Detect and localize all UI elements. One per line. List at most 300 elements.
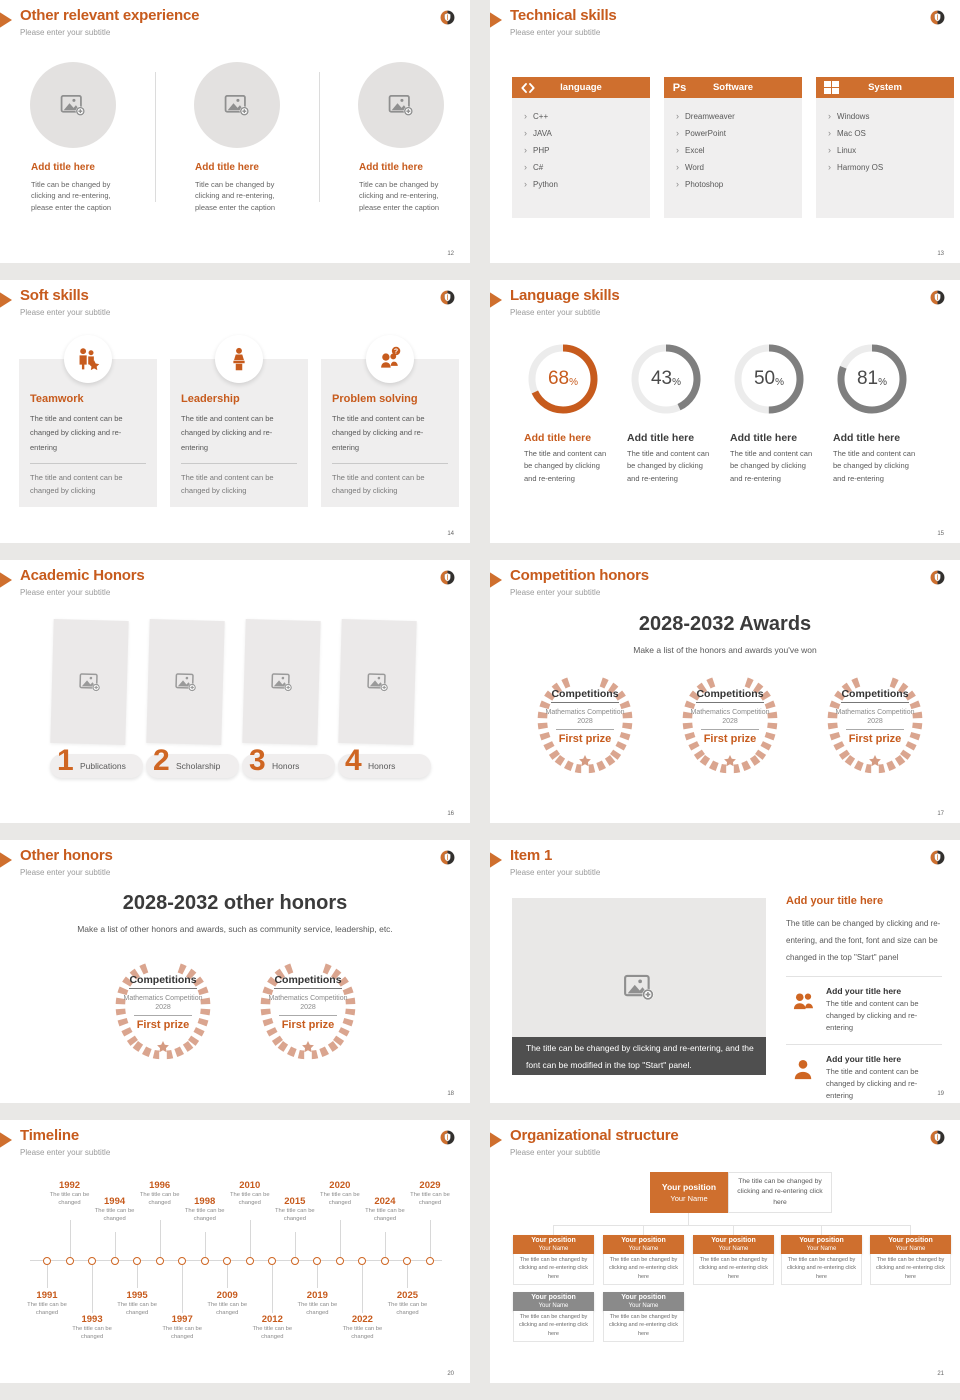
timeline-stem — [385, 1232, 386, 1257]
item-title: Add title here — [195, 162, 259, 173]
skill-item: › Photoshop — [676, 176, 798, 193]
person-icon — [790, 1057, 816, 1083]
timeline-stem — [272, 1265, 273, 1313]
card-footer: The title and content can be changed by clicking — [30, 472, 123, 495]
slide-thumbnail-13[interactable] — [490, 0, 960, 263]
skill-item: › PowerPoint — [676, 125, 798, 142]
image-placeholder — [50, 619, 128, 745]
timeline-year: 1996 — [149, 1180, 171, 1191]
language-skill-item — [720, 340, 824, 485]
page-number: 18 — [447, 1091, 454, 1097]
award-year: 2028 — [867, 717, 883, 725]
skill-item: › Harmony OS — [828, 159, 950, 176]
awards-subheading: Make a list of the honors and awards you've won — [633, 645, 817, 655]
award-year: 2028 — [722, 717, 738, 725]
image-placeholder — [242, 619, 320, 745]
page-number: 13 — [937, 251, 944, 257]
timeline-entry-caption: The title can be changed — [252, 1326, 293, 1340]
award-year: 2028 — [155, 1003, 171, 1011]
image-placeholder-icon — [622, 970, 656, 1004]
card-title: Teamwork — [30, 393, 84, 405]
award-category: Competitions — [274, 974, 341, 989]
slide-subtitle: Please enter your subtitle — [20, 28, 111, 37]
timeline-stem — [295, 1232, 296, 1257]
timeline-stem — [182, 1265, 183, 1313]
slide-subtitle: Please enter your subtitle — [510, 868, 601, 877]
page-number: 16 — [447, 811, 454, 817]
title-arrow-icon — [0, 288, 12, 312]
soft-skill-card — [321, 359, 459, 507]
university-logo-icon — [440, 290, 455, 305]
column-divider — [155, 72, 156, 202]
timeline-entry-caption: The title can be changed — [365, 1208, 405, 1222]
university-logo-icon — [930, 1130, 945, 1145]
image-placeholder — [512, 898, 766, 1075]
org-note: The title can be changed by clicking and re-entering click here — [513, 1311, 594, 1342]
timeline-year: 1995 — [126, 1290, 148, 1301]
timeline-stem — [250, 1220, 251, 1257]
problem-solving-icon — [366, 335, 414, 383]
timeline-year: 1994 — [104, 1196, 126, 1207]
card-body: The title and content can be changed by clicking and re-entering — [30, 414, 123, 452]
timeline-node — [66, 1257, 74, 1265]
skill-item: › Word — [676, 159, 798, 176]
awards-heading: 2028-2032 other honors — [122, 892, 348, 914]
timeline-year: 1997 — [171, 1314, 193, 1325]
award-event: Mathematics Competition — [268, 995, 348, 1002]
award-prize: First prize — [281, 1018, 335, 1031]
org-name: Your Name — [628, 1303, 659, 1309]
timeline-node — [111, 1257, 119, 1265]
org-note: The title can be changed by clicking and re-entering click here — [693, 1254, 774, 1285]
slide-thumbnail-12[interactable] — [0, 0, 470, 263]
org-box — [693, 1235, 774, 1285]
page-number: 19 — [937, 1091, 944, 1097]
slide-subtitle: Please enter your subtitle — [20, 588, 111, 597]
image-placeholder-icon — [173, 670, 198, 695]
experience-item — [177, 62, 307, 213]
skill-column-software — [664, 77, 802, 218]
page-number: 15 — [937, 531, 944, 537]
timeline-entry-caption: The title can be changed — [72, 1326, 112, 1340]
org-name: Your Name — [628, 1246, 659, 1252]
slide-title: Soft skills — [20, 287, 89, 304]
slide-thumbnail-14[interactable] — [0, 280, 470, 543]
timeline-entry — [294, 1290, 340, 1318]
timeline-year: 2015 — [284, 1196, 306, 1207]
timeline-entry — [339, 1314, 385, 1342]
title-arrow-icon — [490, 1128, 502, 1152]
slide-subtitle: Please enter your subtitle — [510, 28, 601, 37]
timeline-node — [223, 1257, 231, 1265]
org-box — [603, 1235, 684, 1285]
slide-title: Competition honors — [510, 567, 649, 584]
skill-item: › C++ — [524, 108, 646, 125]
slide-subtitle: Please enter your subtitle — [510, 1148, 601, 1157]
image-placeholder-icon — [269, 670, 294, 695]
timeline-entry-caption: The title can be changed — [387, 1302, 428, 1316]
slide-title: Timeline — [20, 1127, 79, 1144]
timeline-stem — [115, 1232, 116, 1257]
slide-subtitle: Please enter your subtitle — [20, 1148, 111, 1157]
column-header-label: Software — [712, 82, 754, 93]
skill-item: › C# — [524, 159, 646, 176]
timeline-year: 1998 — [194, 1196, 216, 1207]
people-icon — [790, 989, 816, 1015]
slide-subtitle: Please enter your subtitle — [510, 308, 601, 317]
image-placeholder-icon — [77, 670, 102, 695]
language-skill-item — [823, 340, 927, 485]
skill-list — [512, 98, 650, 193]
university-logo-icon — [440, 570, 455, 585]
award-event: Mathematics Competition — [545, 709, 625, 716]
timeline-entry-caption: The title can be changed — [207, 1302, 248, 1316]
timeline-year: 2025 — [396, 1290, 419, 1301]
award-wreath — [101, 958, 225, 1062]
org-name: Your Name — [718, 1246, 749, 1252]
slide-title: Item 1 — [510, 847, 553, 864]
page-number: 14 — [447, 531, 454, 537]
award-prize: First prize — [703, 732, 757, 745]
image-placeholder — [338, 619, 416, 745]
slide-thumbnail-16[interactable] — [0, 560, 470, 823]
org-name: Your Name — [538, 1246, 569, 1252]
org-name: Your Name — [670, 1194, 708, 1203]
timeline-node — [381, 1257, 389, 1265]
timeline-node — [313, 1257, 321, 1265]
timeline-node — [268, 1257, 276, 1265]
awards-subheading: Make a list of other honors and awards, such as community service, leadership, etc. — [77, 924, 393, 934]
timeline-entry-caption: The title can be changed — [162, 1326, 202, 1340]
timeline-node — [246, 1257, 254, 1265]
panel-item-caption: The title and content can be changed by clicking and re-entering — [826, 1066, 919, 1101]
timeline-entry-caption: The title can be changed — [275, 1208, 315, 1222]
honor-number: 3 — [249, 744, 266, 777]
timeline-node — [291, 1257, 299, 1265]
org-note: The title can be changed by clicking and re-entering click here — [513, 1254, 594, 1285]
org-note: The title can be changed by clicking and re-entering click here — [603, 1311, 684, 1342]
org-position: Your position — [711, 1237, 756, 1244]
card-footer: The title and content can be changed by clicking — [332, 472, 425, 495]
org-name: Your Name — [806, 1246, 837, 1252]
award-category: Competitions — [841, 688, 908, 703]
honor-pill — [338, 744, 431, 778]
university-logo-icon — [440, 850, 455, 865]
timeline-entry — [114, 1290, 160, 1318]
page-number: 20 — [447, 1371, 454, 1377]
timeline-year: 1993 — [81, 1314, 103, 1325]
soft-skill-card — [19, 359, 157, 507]
timeline-entry — [137, 1180, 183, 1208]
side-panel — [786, 895, 942, 1103]
org-connector — [553, 1225, 910, 1226]
timeline-year: 1992 — [58, 1180, 81, 1191]
timeline-node — [133, 1257, 141, 1265]
card-title: Problem solving — [332, 393, 418, 405]
panel-divider — [786, 1044, 942, 1045]
slide-thumbnail-18[interactable] — [0, 840, 470, 1103]
award-wreath — [668, 672, 792, 776]
skill-item: › JAVA — [524, 125, 646, 142]
windows-icon — [823, 79, 840, 96]
language-skill-item — [514, 340, 618, 485]
org-box-gray — [513, 1292, 594, 1342]
timeline-entry — [227, 1180, 273, 1208]
org-connector — [688, 1213, 689, 1225]
image-placeholder-icon — [387, 91, 415, 119]
award-wreath — [246, 958, 370, 1062]
timeline-year: 2024 — [374, 1196, 396, 1207]
card-title: Leadership — [181, 393, 240, 405]
timeline-year: 2010 — [239, 1180, 261, 1191]
skill-item: › Linux — [828, 142, 950, 159]
honor-label: Honors — [368, 761, 396, 771]
timeline-entry-caption: The title can be changed — [94, 1208, 135, 1222]
timeline-year: 2022 — [351, 1314, 373, 1325]
timeline-entry-caption: The title can be changed — [27, 1302, 67, 1316]
timeline-stem — [340, 1220, 341, 1257]
org-position: Your position — [531, 1294, 576, 1301]
timeline-canvas — [0, 1120, 470, 1383]
org-connector — [553, 1225, 554, 1235]
skill-column-system — [816, 77, 954, 218]
slide-thumbnail-15[interactable] — [490, 280, 960, 543]
skill-item: › Windows — [828, 108, 950, 125]
title-arrow-icon — [490, 288, 502, 312]
title-arrow-icon — [0, 8, 12, 32]
university-logo-icon — [930, 10, 945, 25]
timeline-node — [178, 1257, 186, 1265]
timeline-entry — [182, 1196, 228, 1224]
honor-pill — [242, 744, 335, 778]
timeline-entry-caption: The title can be changed — [297, 1302, 338, 1316]
item-caption: The title and content can be changed by clicking and re-entering — [730, 449, 813, 483]
timeline-node — [88, 1257, 96, 1265]
skill-list — [816, 98, 954, 176]
page-number: 12 — [447, 251, 454, 257]
page-number: 17 — [937, 811, 944, 817]
timeline-stem — [227, 1265, 228, 1288]
org-note: The title can be changed by clicking and re-entering click here — [603, 1254, 684, 1285]
item-title: Add title here — [359, 162, 423, 173]
panel-item-caption: The title and content can be changed by clicking and re-entering — [826, 998, 919, 1033]
panel-title: Add your title here — [786, 895, 884, 907]
code-icon — [519, 79, 536, 96]
honor-pill — [50, 744, 143, 778]
donut-chart — [823, 340, 901, 418]
org-position: Your position — [621, 1237, 666, 1244]
org-box — [781, 1235, 862, 1285]
honor-number: 1 — [57, 744, 74, 777]
item-caption: Title can be changed by clicking and re-entering, please enter the caption — [195, 180, 276, 212]
university-logo-icon — [930, 570, 945, 585]
panel-item — [786, 1054, 942, 1103]
timeline-entry-caption: The title can be changed — [139, 1192, 180, 1206]
slide-title: Academic Honors — [20, 567, 145, 584]
image-placeholder — [194, 62, 280, 148]
card-divider — [30, 463, 146, 464]
timeline-entry — [92, 1196, 138, 1224]
timeline-entry-caption: The title can be changed — [117, 1302, 157, 1316]
slide-thumbnail-19[interactable] — [490, 840, 960, 1103]
title-arrow-icon — [0, 568, 12, 592]
timeline-entry-caption: The title can be changed — [229, 1192, 270, 1206]
skill-list — [664, 98, 802, 193]
timeline-entry — [407, 1180, 453, 1208]
slide-thumbnail-21[interactable] — [490, 1120, 960, 1383]
timeline-stem — [407, 1265, 408, 1288]
award-divider — [701, 729, 759, 730]
timeline-entry — [272, 1196, 318, 1224]
award-wreath — [813, 672, 937, 776]
timeline-node — [43, 1257, 51, 1265]
org-connector — [733, 1225, 734, 1235]
award-prize: First prize — [558, 732, 612, 745]
page-number: 21 — [937, 1371, 944, 1377]
panel-body: The title can be changed by clicking and re-entering, and the font, font and size can be changed in the top "Start" panel — [786, 919, 941, 963]
column-header-label: language — [560, 82, 602, 93]
experience-item — [341, 62, 470, 213]
skill-column-language — [512, 77, 650, 218]
award-wreath — [523, 672, 647, 776]
award-prize: First prize — [136, 1018, 190, 1031]
award-divider — [556, 729, 614, 730]
image-placeholder — [146, 619, 224, 745]
slide-title: Other relevant experience — [20, 7, 200, 24]
org-root-box — [650, 1172, 728, 1213]
timeline-stem — [317, 1265, 318, 1288]
org-root-note: The title can be changed by clicking and re-entering click here — [728, 1172, 832, 1213]
org-position: Your position — [531, 1237, 576, 1244]
card-divider — [181, 463, 297, 464]
award-divider — [846, 729, 904, 730]
donut-chart — [617, 340, 695, 418]
item-title: Add title here — [833, 432, 901, 444]
item-title: Add title here — [524, 432, 592, 444]
award-category: Competitions — [129, 974, 196, 989]
donut-value: 43 % — [650, 368, 682, 389]
timeline-node — [426, 1257, 434, 1265]
card-body: The title and content can be changed by clicking and re-entering — [332, 414, 425, 452]
org-position: Your position — [621, 1294, 666, 1301]
org-note: The title can be changed by clicking and re-entering click here — [781, 1254, 862, 1285]
timeline-stem — [92, 1265, 93, 1313]
teamwork-icon — [64, 335, 112, 383]
honor-number: 2 — [153, 744, 170, 777]
timeline-year: 1991 — [36, 1290, 58, 1301]
timeline-year: 2019 — [306, 1290, 328, 1301]
timeline-year: 2012 — [261, 1314, 283, 1325]
university-logo-icon — [440, 10, 455, 25]
award-event: Mathematics Competition — [835, 709, 915, 716]
soft-skill-card — [170, 359, 308, 507]
timeline-stem — [160, 1220, 161, 1257]
org-box — [870, 1235, 951, 1285]
timeline-entry — [69, 1314, 115, 1342]
donut-value: 50 % — [753, 368, 785, 389]
slide-title: Language skills — [510, 287, 620, 304]
column-header-label: System — [868, 82, 902, 93]
skill-item: › Dreamweaver — [676, 108, 798, 125]
timeline-entry — [24, 1290, 70, 1318]
panel-item-title: Add your title here — [826, 985, 902, 996]
slide-title: Technical skills — [510, 7, 617, 24]
awards-heading: 2028-2032 Awards — [638, 613, 812, 635]
timeline-node — [358, 1257, 366, 1265]
slide-thumbnail-17[interactable] — [490, 560, 960, 823]
org-box-gray — [603, 1292, 684, 1342]
timeline-entry — [159, 1314, 205, 1342]
timeline-entry — [317, 1180, 363, 1208]
timeline-node — [156, 1257, 164, 1265]
timeline-stem — [205, 1232, 206, 1257]
org-name: Your Name — [538, 1303, 569, 1309]
panel-item — [786, 986, 942, 1035]
image-caption-bar: The title can be changed by clicking and re-entering, and the font can be modified in the top "Start" panel. — [512, 1037, 766, 1075]
timeline-entry-caption: The title can be changed — [410, 1192, 450, 1206]
item-caption: The title and content can be changed by clicking and re-entering — [833, 449, 916, 483]
org-name: Your Name — [895, 1246, 926, 1252]
university-logo-icon — [930, 290, 945, 305]
item-title: Add title here — [627, 432, 695, 444]
card-footer: The title and content can be changed by clicking — [181, 472, 274, 495]
award-event: Mathematics Competition — [690, 709, 770, 716]
image-placeholder-icon — [59, 91, 87, 119]
leadership-icon — [215, 335, 263, 383]
donut-chart — [720, 340, 798, 418]
timeline-entry — [362, 1196, 408, 1224]
slide-title: Organizational structure — [510, 1127, 679, 1144]
donut-value: 68 % — [547, 368, 579, 389]
award-divider — [279, 1015, 337, 1016]
skill-item: › PHP — [524, 142, 646, 159]
language-skill-item — [617, 340, 721, 485]
timeline-stem — [430, 1220, 431, 1257]
title-arrow-icon — [0, 848, 12, 872]
skill-item: › Excel — [676, 142, 798, 159]
org-connector — [643, 1225, 644, 1235]
panel-divider — [786, 976, 942, 977]
skill-item: › Mac OS — [828, 125, 950, 142]
column-header — [816, 77, 954, 98]
timeline-entry — [47, 1180, 93, 1208]
org-connector — [910, 1225, 911, 1235]
item-caption: The title and content can be changed by clicking and re-entering — [524, 449, 607, 483]
image-placeholder-icon — [365, 670, 390, 695]
timeline-entry-caption: The title can be changed — [49, 1192, 90, 1206]
item-caption: Title can be changed by clicking and re-entering, please enter the caption — [31, 180, 112, 212]
timeline-stem — [47, 1265, 48, 1288]
award-event: Mathematics Competition — [123, 995, 203, 1002]
donut-chart — [514, 340, 592, 418]
timeline-year: 2009 — [216, 1290, 238, 1301]
timeline-node — [201, 1257, 209, 1265]
org-position: Your position — [799, 1237, 844, 1244]
honor-number: 4 — [345, 744, 362, 777]
org-position: Your position — [888, 1237, 933, 1244]
item-caption: The title and content can be changed by clicking and re-entering — [627, 449, 710, 483]
award-category: Competitions — [551, 688, 618, 703]
slide-thumbnail-20[interactable] — [0, 1120, 470, 1383]
timeline-stem — [362, 1265, 363, 1313]
timeline-node — [336, 1257, 344, 1265]
title-arrow-icon — [490, 848, 502, 872]
panel-item-title: Add your title here — [826, 1053, 902, 1064]
honor-label: Scholarship — [176, 761, 221, 771]
slide-subtitle: Please enter your subtitle — [510, 588, 601, 597]
timeline-year: 2020 — [329, 1180, 351, 1191]
org-note: The title can be changed by clicking and re-entering click here — [870, 1254, 951, 1285]
